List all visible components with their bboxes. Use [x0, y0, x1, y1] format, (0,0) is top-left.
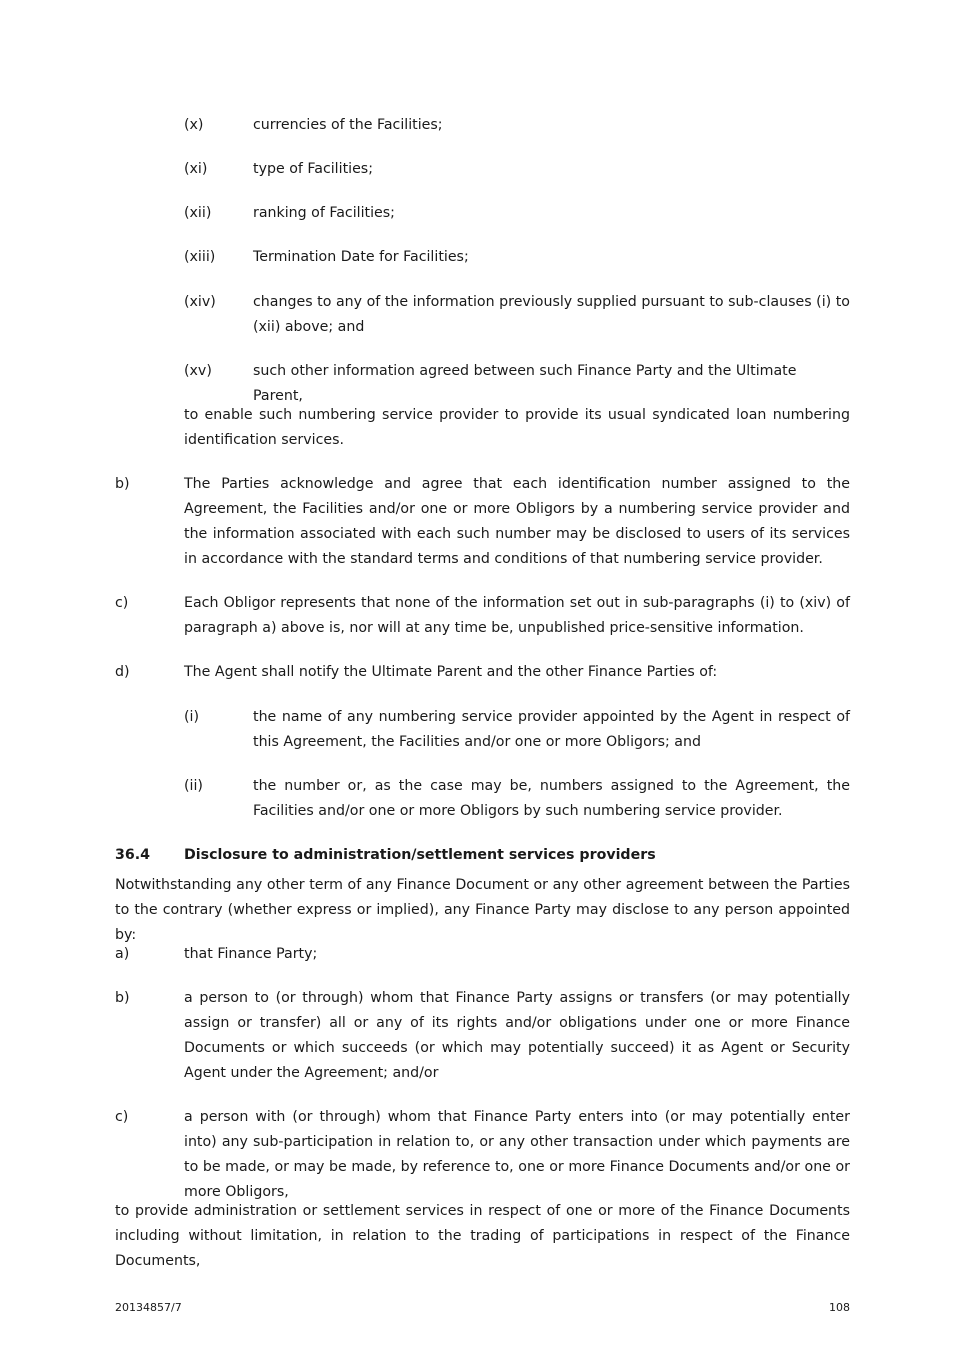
sub-item-label: (ii) — [184, 778, 203, 794]
sub-item-text: currencies of the Facilities; — [253, 117, 443, 133]
list-item-label: a) — [115, 946, 130, 962]
enable-paragraph: to enable such numbering service provider to provide its usual syndicated loan numbering identification services. — [184, 407, 850, 448]
sub-item-label: (x) — [184, 117, 204, 133]
paragraph-label: c) — [115, 595, 129, 611]
sub-item-label: (i) — [184, 709, 200, 725]
sub-item-label: (xv) — [184, 363, 212, 379]
page-number: 108 — [829, 1301, 850, 1314]
document-reference: 20134857/7 — [115, 1301, 182, 1314]
paragraph-label: d) — [115, 664, 130, 680]
sub-item-label: (xii) — [184, 205, 212, 221]
sub-item-text: type of Facilities; — [253, 161, 373, 177]
paragraph-text: Each Obligor represents that none of the information set out in sub-paragraphs (i) to (xiv) of paragraph a) above is, nor will at any time be, unpublished price-sensitive information. — [184, 595, 850, 636]
sub-item-text: the number or, as the case may be, numbers assigned to the Agreement, the Facilities and/or one or more Obligors by such numbering service provider. — [253, 778, 850, 819]
section-title: Disclosure to administration/settlement services providers — [184, 847, 656, 863]
sub-item-text: ranking of Facilities; — [253, 205, 395, 221]
sub-item-text: the name of any numbering service provider appointed by the Agent in respect of this Agreement, the Facilities and/or one or more Obligors; and — [253, 709, 850, 750]
paragraph-text: The Agent shall notify the Ultimate Parent and the other Finance Parties of: — [184, 664, 718, 680]
section-intro: Notwithstanding any other term of any Finance Document or any other agreement between the Parties to the contrary (whether express or implied), any Finance Party may disclose to any person appointed by: — [115, 877, 850, 943]
sub-item-text: such other information agreed between such Finance Party and the Ultimate Parent, — [253, 363, 797, 404]
list-item-label: c) — [115, 1109, 129, 1125]
section-number: 36.4 — [115, 847, 151, 863]
list-item-text: a person with (or through) whom that Finance Party enters into (or may potentially enter into) any sub-participation in relation to, or any other transaction under which payments are to be made, or may be made, by reference to, one or more Finance Documents and/or one or more Obligors, — [184, 1109, 850, 1200]
sub-item-text: Termination Date for Facilities; — [253, 249, 469, 265]
paragraph-text: The Parties acknowledge and agree that each identification number assigned to the Agreement, the Facilities and/or one or more Obligors by a numbering service provider and the information associated with each such number may be disclosed to users of its services in accordance with the standard terms and conditions of that numbering service provider. — [184, 476, 850, 567]
sub-item-label: (xiv) — [184, 294, 216, 310]
paragraph-label: b) — [115, 476, 130, 492]
sub-item-label: (xiii) — [184, 249, 216, 265]
sub-item-text: changes to any of the information previously supplied pursuant to sub-clauses (i) to (xii) above; and — [253, 294, 850, 335]
section-closing: to provide administration or settlement services in respect of one or more of the Finance Documents including without limitation, in relation to the trading of participations in respect of the Finance Documents, — [115, 1203, 850, 1269]
list-item-text: that Finance Party; — [184, 946, 318, 962]
list-item-text: a person to (or through) whom that Finance Party assigns or transfers (or may potentially assign or transfer) all or any of its rights and/or obligations under one or more Finance Documents or which succeeds (or which may potentially succeed) it as Agent or Security Agent under the Agreement; and/or — [184, 990, 850, 1081]
list-item-label: b) — [115, 990, 130, 1006]
sub-item-label: (xi) — [184, 161, 208, 177]
